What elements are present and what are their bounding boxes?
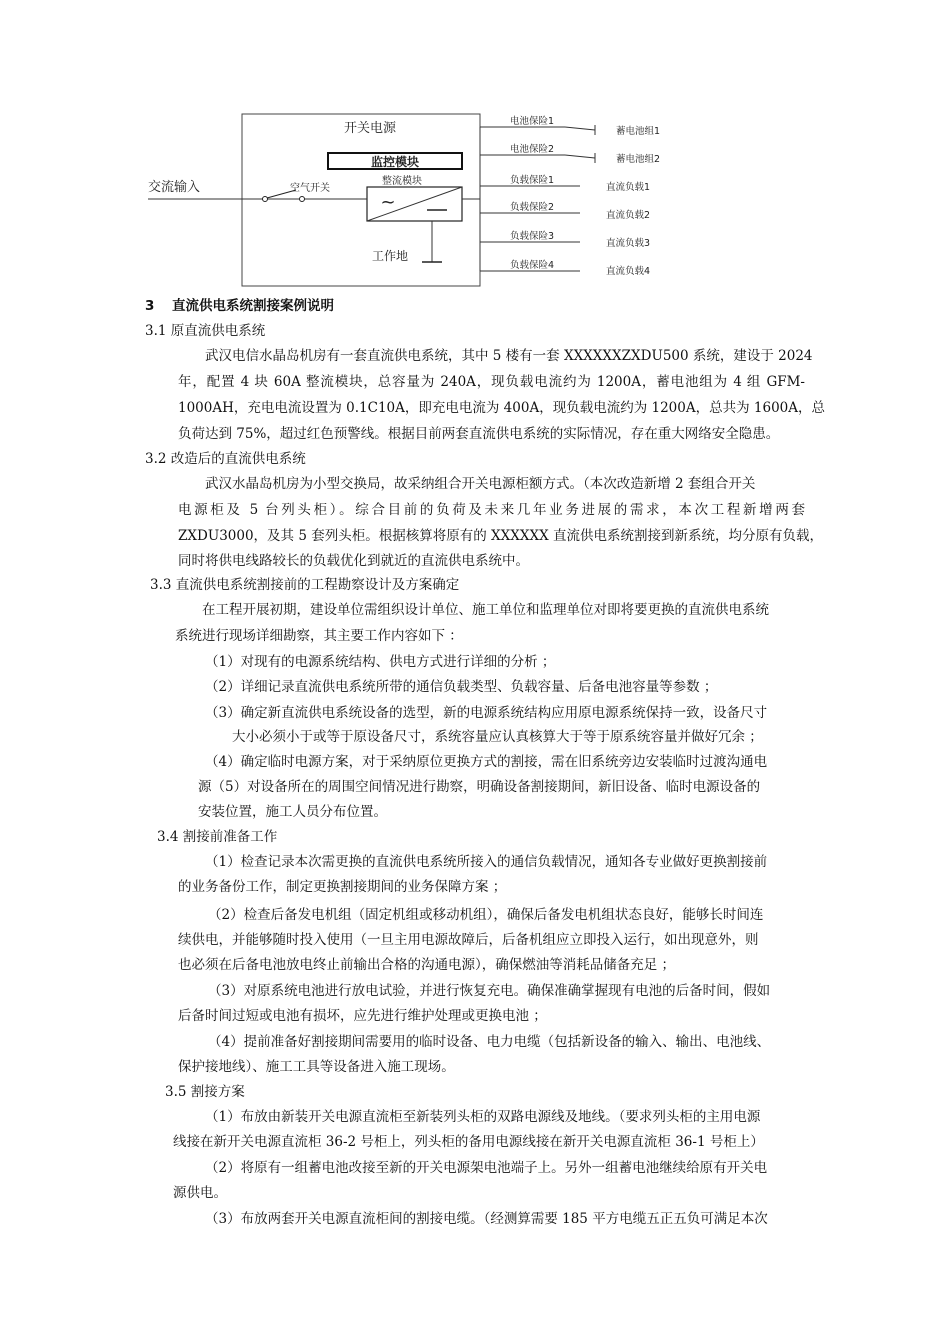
air-switch-label: 空气开关 [290,183,330,194]
load-label: 直流负载3 [606,238,651,249]
rectifier-label: 整流模块 [382,176,422,187]
paragraph-line: 的业务备份工作，制定更换割接期间的业务保障方案 ； [178,879,507,895]
output-branch [480,201,650,221]
paragraph-line: （4）提前准备好割接期间需要用的临时设备、电力电缆（包括新设备的输入、输出、电池线、 [208,1034,771,1050]
paragraph-line: 武汉水晶岛机房为小型交换局，故采纳组合开关电源柜额方式。（本次改造新增 2 套组合开关 [205,476,756,492]
load-label: 直流负载1 [606,182,651,193]
section-3-5-title: 3.5 割接方案 [165,1084,245,1100]
paragraph-line: 源供电。 [173,1185,227,1201]
paragraph-line: （3）布放两套开关电源直流柜间的割接电缆。（经测算需要 185 平方电缆五正五负可满足本次 [205,1211,768,1227]
paragraph-line: 负荷达到 75%，超过红色预警线。根据目前两套直流供电系统的实际情况，存在重大网络安全隐患。 [178,426,780,442]
fuse-label: 电池保险2 [510,144,555,155]
paragraph-line: 年，配置 4 块 60A 整流模块，总容量为 240A，现负载电流约为 1200A，蓄电池组为 4 组 GFM- [178,374,805,390]
section-3-number: 3 [145,298,155,314]
paragraph-line: 保护接地线）、施工工具等设备进入施工现场。 [178,1059,455,1075]
paragraph-line: （2）检查后备发电机组（固定机组或移动机组），确保后备发电机组状态良好，能够长时间连 [208,907,764,923]
ac-input-label: 交流输入 [148,180,201,195]
diagram-svg [140,112,680,288]
paragraph-line: 后备时间过短或电池有损坏，应先进行维护处理或更换电池 ； [178,1008,547,1024]
paragraph-line: （3）确定新直流供电系统设备的选型，新的电源系统结构应用原电源系统保持一致，设备尺寸 [205,705,768,721]
load-label: 蓄电池组2 [616,154,661,165]
power-system-diagram [140,112,680,288]
paragraph-line: （2）详细记录直流供电系统所带的通信负载类型、负载容量、后备电池容量等参数 ； [205,679,718,695]
paragraph-line: 武汉电信水晶岛机房有一套直流供电系统，其中 5 楼有一套 XXXXXXZXDU500 系统，建设于 2024 [205,348,813,364]
section-3-2-title: 3.2 改造后的直流供电系统 [145,451,306,467]
fuse-label: 负载保险3 [510,231,555,242]
load-label: 直流负载4 [606,266,651,277]
fuse-label: 电池保险1 [510,116,555,127]
section-3-1-title: 3.1 原直流供电系统 [145,323,266,339]
paragraph-line: （1）对现有的电源系统结构、供电方式进行详细的分析 ； [205,654,556,670]
fuse-label: 负载保险1 [510,175,555,186]
output-branch [480,143,660,165]
paragraph-line: ZXDU3000，及其 5 套列头柜。根据核算将原有的 XXXXXX 直流供电系统割接到新系统，均分原有负载， [178,528,823,544]
output-branch [480,230,650,249]
work-ground-label: 工作地 [372,249,409,263]
output-branch [480,174,650,193]
paragraph-line: 系统进行现场详细勘察，其主要工作内容如下 ： [175,628,463,644]
paragraph-line: （4）确定临时电源方案，对于采纳原位更换方式的割接，需在旧系统旁边安装临时过渡沟通电 [205,754,768,770]
ac-symbol-icon: ~ [380,192,396,213]
paragraph-line: 同时将供电线路较长的负载优化到就近的直流供电系统中。 [178,553,529,569]
fuse-label: 负载保险4 [510,260,555,271]
load-label: 蓄电池组1 [616,126,661,137]
paragraph-line: 1000AH，充电电流设置为 0.1C10A，即充电电流为 400A，现负载电流约为 1200A，总共为 1600A，总 [178,400,825,416]
paragraph-line: 电源柜及 5 台列头柜）。综合目前的负荷及未来几年业务进展的需求，本次工程新增两套 [178,502,805,518]
switch-power-label: 开关电源 [343,121,397,136]
paragraph-line: （1）检查记录本次需更换的直流供电系统所接入的通信负载情况，通知各专业做好更换割接前 [205,854,768,870]
paragraph-line: 线接在新开关电源直流柜 36-2 号柜上，列头柜的备用电源线接在新开关电源直流柜 36-1 号柜上） [173,1134,764,1150]
section-3-3-title: 3.3 直流供电系统割接前的工程勘察设计及方案确定 [150,577,460,593]
monitor-module-label: 监控模块 [370,155,420,169]
output-branch [480,259,650,277]
paragraph-line: 安装位置，施工人员分布位置。 [198,804,387,820]
paragraph-line: 源（5）对设备所在的周围空间情况进行勘察，明确设备割接期间，新旧设备、临时电源设备的 [198,779,761,795]
paragraph-line: 在工程开展初期，建设单位需组织设计单位、施工单位和监理单位对即将要更换的直流供电系统 [202,602,769,618]
section-3-4-title: 3.4 割接前准备工作 [157,829,278,845]
section-3-title: 直流供电系统割接案例说明 [172,298,334,314]
paragraph-line: （3）对原系统电池进行放电试验，并进行恢复充电。确保准确掌握现有电池的后备时间，假如 [208,983,771,999]
paragraph-line: 大小必须小于或等于原设备尺寸，系统容量应认真核算大于等于原系统容量并做好冗余 ； [232,729,763,745]
paragraph-line: （1）布放由新装开关电源直流柜至新装列头柜的双路电源线及地线。（要求列头柜的主用电源 [205,1109,761,1125]
load-label: 直流负载2 [606,210,651,221]
fuse-label: 负载保险2 [510,202,555,213]
paragraph-line: 也必须在后备电池放电终止前输出合格的沟通电源），确保燃油等消耗品储备充足 ； [178,957,676,973]
paragraph-line: （2）将原有一组蓄电池改接至新的开关电源架电池端子上。另外一组蓄电池继续给原有开关电 [205,1160,768,1176]
paragraph-line: 续供电，并能够随时投入使用（一旦主用电源故障后，后备机组应立即投入运行，如出现意外，则 [178,932,759,948]
output-branch [480,115,660,137]
